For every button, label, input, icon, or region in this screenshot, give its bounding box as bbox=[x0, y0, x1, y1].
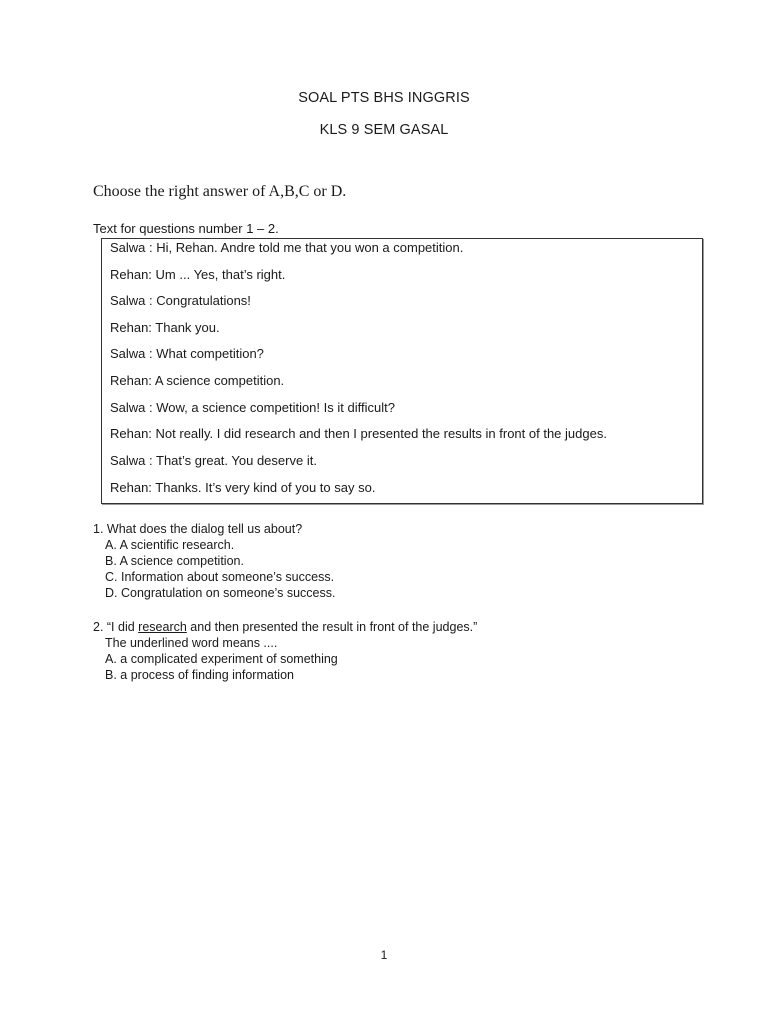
instruction-text: Choose the right answer of A,B,C or D. bbox=[93, 183, 347, 200]
dialog-line: Rehan: Thank you. bbox=[110, 320, 220, 335]
dialog-box bbox=[101, 238, 703, 504]
dialog-line: Salwa : Wow, a science competition! Is it difficult? bbox=[110, 400, 395, 415]
option-b: B. a process of finding information bbox=[105, 668, 294, 682]
question-suffix: and then presented the result in front of the judges.” bbox=[186, 620, 478, 634]
question-prefix: 2. “I did bbox=[93, 620, 139, 634]
dialog-line: Rehan: A science competition. bbox=[110, 373, 285, 388]
dialog-line: Salwa : Hi, Rehan. Andre told me that you won a competition. bbox=[110, 240, 464, 255]
text-label: Text for questions number 1 – 2. bbox=[93, 221, 279, 236]
dialog-line: Rehan: Um ... Yes, that’s right. bbox=[110, 267, 286, 282]
question-2 bbox=[93, 619, 477, 683]
page-number: 1 bbox=[380, 948, 388, 962]
document-subtitle: KLS 9 SEM GASAL bbox=[319, 122, 449, 138]
question-1 bbox=[93, 521, 335, 601]
option-a: A. a complicated experiment of something bbox=[105, 652, 338, 666]
dialog-line: Salwa : That’s great. You deserve it. bbox=[110, 453, 317, 468]
option-b: B. A science competition. bbox=[105, 554, 244, 568]
option-d: D. Congratulation on someone’s success. bbox=[105, 586, 336, 600]
question-text: 1. What does the dialog tell us about? bbox=[93, 522, 303, 536]
document-title: SOAL PTS BHS INGGRIS bbox=[298, 90, 470, 106]
question-subtext: The underlined word means .... bbox=[105, 636, 278, 650]
dialog-line: Salwa : What competition? bbox=[110, 346, 264, 361]
dialog-line: Rehan: Thanks. It’s very kind of you to say so. bbox=[110, 480, 376, 495]
underlined-word: research bbox=[138, 620, 187, 634]
dialog-line: Rehan: Not really. I did research and then I presented the results in front of the judges. bbox=[110, 426, 607, 441]
dialog-line: Salwa : Congratulations! bbox=[110, 293, 251, 308]
question-text bbox=[93, 619, 477, 635]
option-a: A. A scientific research. bbox=[105, 538, 235, 552]
option-c: C. Information about someone’s success. bbox=[105, 570, 335, 584]
